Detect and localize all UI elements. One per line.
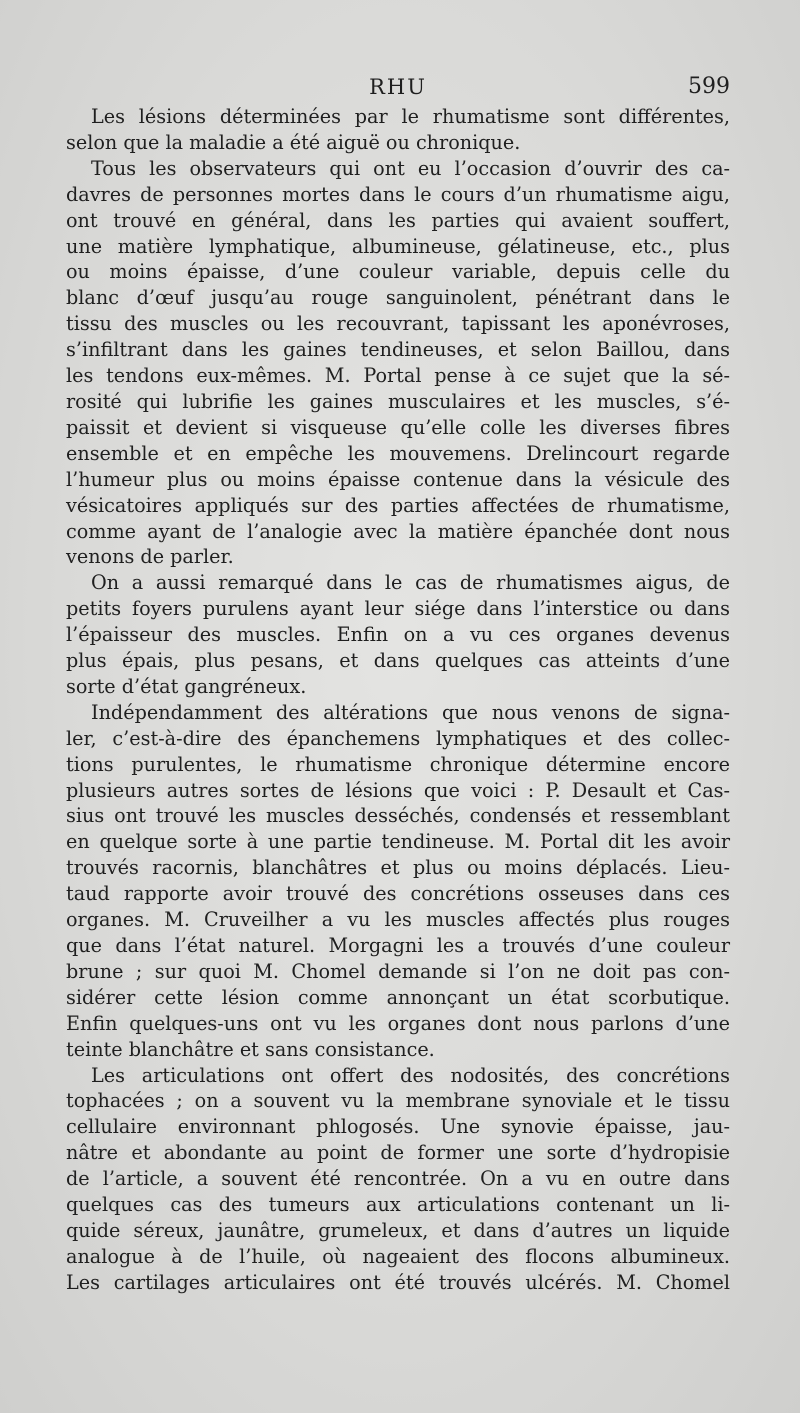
text-line: ont trouvé en général, dans les parties qui avaient souffert, [66, 208, 730, 232]
paragraph [66, 700, 730, 1063]
text-line: une matière lymphatique, albumineuse, gélatineuse, etc., plus [66, 234, 730, 258]
text-line: comme ayant de l’analogie avec la matière épanchée dont nous [66, 519, 730, 543]
text-line: tissu des muscles ou les recouvrant, tapissant les aponévroses, [66, 312, 730, 336]
text-line: teinte blanchâtre et sans consistance. [66, 1037, 435, 1061]
text-line: tophacées ; on a souvent vu la membrane synoviale et le tissu [66, 1089, 730, 1113]
text-line: ler, c’est-à-dire des épanchemens lymphatiques et des collec- [66, 726, 730, 750]
text-line: blanc d’œuf jusqu’au rouge sanguinolent, pénétrant dans le [66, 286, 730, 310]
text-line: les tendons eux-mêmes. M. Portal pense à ce sujet que la sé- [66, 364, 730, 388]
text-line: taud rapporte avoir trouvé des concrétions osseuses dans ces [66, 882, 730, 906]
text-line: nâtre et abondante au point de former une sorte d’hydropisie [66, 1141, 730, 1165]
text-line: quide séreux, jaunâtre, grumeleux, et dans d’autres un liquide [66, 1218, 730, 1242]
text-line: ou moins épaisse, d’une couleur variable, depuis celle du [66, 260, 730, 284]
text-line: selon que la maladie a été aiguë ou chronique. [66, 130, 521, 154]
text-line: sidérer cette lésion comme annonçant un état scorbutique. [66, 985, 730, 1009]
page-number: 599 [688, 74, 730, 99]
text-line: rosité qui lubrifie les gaines musculaires et les muscles, s’é- [66, 389, 730, 413]
text-line: Tous les observateurs qui ont eu l’occasion d’ouvrir des ca- [91, 156, 730, 180]
text-line: l’humeur plus ou moins épaisse contenue dans la vésicule des [66, 467, 730, 491]
text-line: trouvés racornis, blanchâtres et plus ou moins déplacés. Lieu- [66, 856, 730, 880]
paragraph [66, 156, 730, 571]
text-line: Enfin quelques-uns ont vu les organes dont nous parlons d’une [66, 1011, 730, 1035]
text-line: vésicatoires appliqués sur des parties affectées de rhumatisme, [66, 493, 730, 517]
text-line: davres de personnes mortes dans le cours d’un rhumatisme aigu, [66, 182, 730, 206]
text-line: paissit et devient si visqueuse qu’elle colle les diverses fibres [66, 415, 730, 439]
text-line: Les articulations ont offert des nodosités, des concrétions [91, 1063, 730, 1087]
paragraph [66, 570, 730, 700]
body-text [66, 104, 730, 1296]
running-head: RHU [369, 75, 427, 99]
text-line: petits foyers purulens ayant leur siége dans l’interstice ou dans [66, 597, 730, 621]
paragraph [66, 104, 730, 156]
text-line: analogue à de l’huile, où nageaient des flocons albumineux. [66, 1244, 730, 1268]
text-line: Les lésions déterminées par le rhumatisme sont différentes, [91, 105, 730, 128]
text-line: s’infiltrant dans les gaines tendineuses, et selon Baillou, dans [66, 338, 730, 362]
text-line: plusieurs autres sortes de lésions que voici : P. Desault et Cas- [66, 778, 730, 802]
text-line: Indépendamment des altérations que nous venons de signa- [91, 700, 730, 724]
text-line: organes. M. Cruveilher a vu les muscles affectés plus rouges [66, 908, 730, 932]
text-line: ensemble et en empêche les mouvemens. Drelincourt regarde [66, 441, 730, 465]
page-header [66, 70, 730, 104]
text-line: quelques cas des tumeurs aux articulations contenant un li- [66, 1193, 730, 1217]
text-line: tions purulentes, le rhumatisme chronique détermine encore [66, 752, 730, 776]
text-line: brune ; sur quoi M. Chomel demande si l’on ne doit pas con- [66, 959, 730, 983]
text-line: cellulaire environnant phlogosés. Une synovie épaisse, jau- [66, 1115, 730, 1139]
text-line: venons de parler. [66, 545, 234, 569]
paragraph [66, 1063, 730, 1296]
text-line: de l’article, a souvent été rencontrée. On a vu en outre dans [66, 1167, 730, 1191]
text-line: sius ont trouvé les muscles desséchés, condensés et ressemblant [66, 804, 730, 828]
text-line: que dans l’état naturel. Morgagni les a trouvés d’une couleur [66, 934, 730, 957]
text-line: sorte d’état gangréneux. [66, 674, 307, 698]
text-line: en quelque sorte à une partie tendineuse. M. Portal dit les avoir [66, 830, 730, 854]
text-line: Les cartilages articulaires ont été trouvés ulcérés. M. Chomel [66, 1270, 730, 1294]
text-line: On a aussi remarqué dans le cas de rhumatismes aigus, de [91, 571, 730, 595]
text-line: l’épaisseur des muscles. Enfin on a vu ces organes devenus [66, 623, 730, 647]
text-line: plus épais, plus pesans, et dans quelques cas atteints d’une [66, 649, 730, 673]
